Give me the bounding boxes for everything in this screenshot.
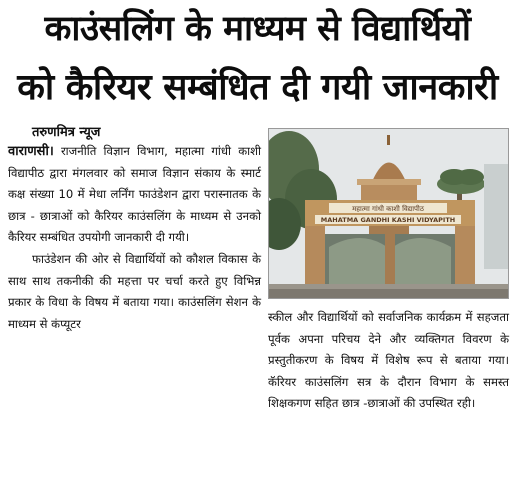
- gate-sign-hindi: महात्मा गांधी काशी विद्यापीठ: [352, 205, 424, 213]
- left-column: [8, 124, 261, 335]
- paragraph-1: [8, 141, 261, 249]
- gate-sign-english: MAHATMA GANDHI KASHI VIDYAPITH: [320, 216, 456, 224]
- byline: तरुणमित्र न्यूज: [32, 125, 101, 140]
- university-gate-photo: [268, 128, 509, 299]
- right-column: [268, 307, 509, 415]
- paragraph-3: स्कील और विद्यार्थियों को सर्वाजनिक कार्यक्रम में सहजता पूर्वक अपना परिचय देने और व्यक्तिगत विवरण के प्रस्तुतीकरण के विषय में विशेष रूप से बताया गया। कॅरियर काउंसलिंग सत्र के दौरान विभाग के समस्त शिक्षकगण सहित छात्र -छात्राओं की उपस्थित रही।: [268, 310, 509, 411]
- paragraph-1-text: राजनीति विज्ञान विभाग, महात्मा गांधी काशी विद्यापीठ द्वारा मंगलवार को समाज विज्ञान संकाय के स्मार्ट कक्ष संख्या 10 में मेधा लर्निंग फाउंडेशन द्वारा परास्नातक के छात्र - छात्राओं को कैरियर काउंसलिंग के माध्यम से उनको कैरियर सम्बंधित उपयोगी जानकारी दी गयी।: [8, 144, 262, 245]
- headline-line-2: को कैरियर सम्बंधित दी गयी जानकारी: [17, 67, 498, 108]
- dateline: वाराणसी।: [8, 144, 54, 159]
- headline-line-1: काउंसलिंग के माध्यम से विद्यार्थियों: [44, 9, 471, 49]
- paragraph-2: फाउंडेशन की ओर से विद्यार्थियों को कौशल विकास के साथ साथ तकनीकी की महत्ता पर चर्चा करते हुए विभिन्न प्रकार के विधा के विषय में बताया गया। काउंसलिंग सेशन के माध्यम से कंप्यूटर: [8, 251, 261, 331]
